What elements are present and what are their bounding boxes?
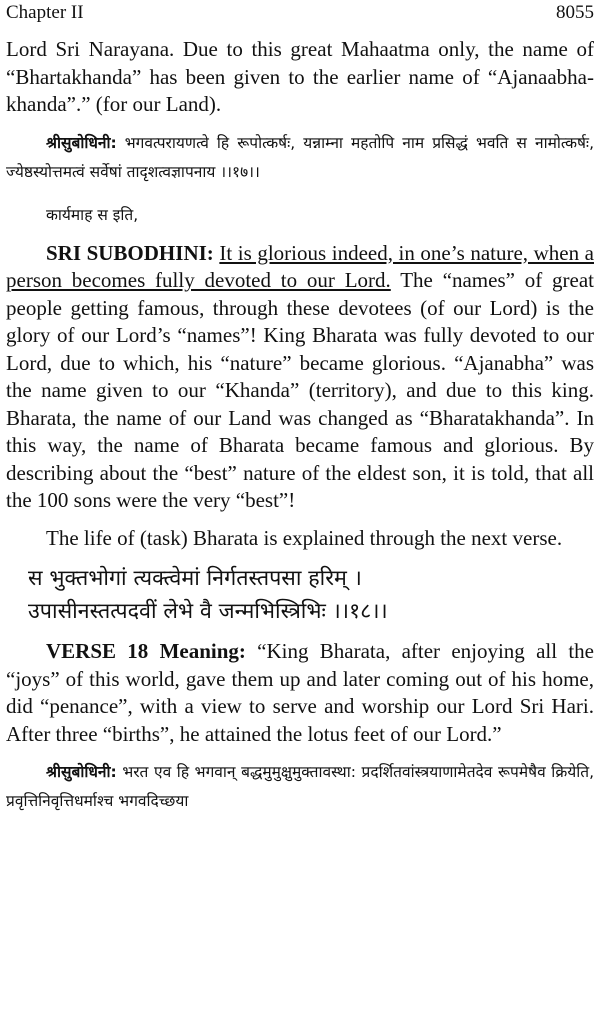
verse-meaning-label: VERSE 18 Meaning: <box>46 639 246 663</box>
subodhini-body-text: The “names” of great people getting famous, through these devotees (of our Lord) is the glory of our Lord’s “names”! King Bharata was fully devoted to our Lord, due to which, his “nature” became glorious. “Ajanabha” was the name given to our “Khanda” (territory), and due to this king. Bharata, the name of our Land was changed as “Bharatakhanda”. In this way, the name of Bharata became famous and glorious. By describing about the “best” nature of the eldest son, it is told, that all the 100 sons were the very “best”! <box>6 268 594 512</box>
verse-line-2: उपासीनस्तत्पदवीं लेभे वै जन्मभिस्त्रिभिः ।।१८।। <box>28 599 388 624</box>
subodhini-text: भगवत्परायणत्वे हि रूपोत्कर्षः, यन्नाम्ना महतोपि नाम प्रसिद्धं भवति स नामोत्कर्षः, ज्येष्ठस्योत्तमत्वं सर्वेषां तादृशत्वज्ञापनाय ।।१७।। <box>6 133 594 181</box>
subodhini-text-2: भरत एव हि भगवान् बद्धमुमुक्षुमुक्तावस्था: प्रदर्शितवांस्त्रयाणामेतदेव रूपमेषैव क्रियेति, प्रवृत्तिनिवृत्तिधर्माश्च भगवदिच्छया <box>6 763 594 810</box>
verse-meaning-text: “King Bharata, after enjoying all the “joys” of this world, gave them up and later coming out of his home, did “penance”, with a view to serve and worship our Lord Sri Hari. After three “births”, he attained the lotus feet of our Lord.” <box>6 639 594 746</box>
subodhini-label: SRI SUBODHINI: <box>46 240 214 265</box>
subodhini-lead: श्रीसुबोधिनी: <box>46 133 117 152</box>
verse-line-1: स भुक्तभोगां त्यक्त्वेमां निर्गतस्तपसा हरिम् । <box>28 566 362 591</box>
subodhini-sanskrit-2 <box>6 758 594 816</box>
subodhini-underlined-text: It is glorious indeed, in one’s nature, when a person becomes fully devoted to our Lord. <box>6 240 594 292</box>
page-header <box>6 0 594 36</box>
page-number: 8055 <box>556 2 594 23</box>
chapter-title: Chapter II <box>6 2 84 23</box>
subodhini-lead-2: श्रीसुबोधिनी: <box>46 763 117 781</box>
subodhini-english <box>6 240 594 515</box>
intro-paragraph: Lord Sri Narayana. Due to this great Mahaatma only, the name of “Bhartakhanda” has been given to the earlier name of “Ajanaabha-khanda”.” (for our Land). <box>6 37 594 116</box>
subodhini-sanskrit-1 <box>6 129 594 187</box>
karyam-line: कार्यमाह स इति, <box>46 205 139 224</box>
task-paragraph: The life of (task) Bharata is explained through the next verse. <box>46 525 563 550</box>
verse-meaning <box>6 638 594 748</box>
